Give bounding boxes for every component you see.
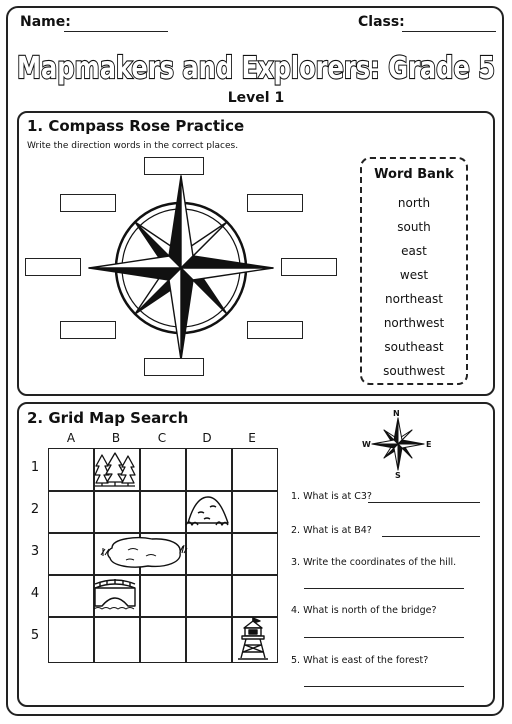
answer-box-northeast[interactable] <box>247 194 303 212</box>
class-label: Class: <box>358 14 405 30</box>
compass-instructions: Write the direction words in the correct places. <box>27 141 239 151</box>
answer-line-3[interactable] <box>304 588 464 589</box>
word-bank-item: east <box>401 244 427 258</box>
column-label: E <box>248 431 256 445</box>
grid-line <box>231 449 233 662</box>
word-bank-item: southwest <box>383 364 445 378</box>
column-label: C <box>157 431 167 445</box>
column-label: D <box>202 431 212 445</box>
mini-compass-s: S <box>395 471 401 480</box>
word-bank-title: Word Bank <box>374 167 454 182</box>
question-2: 2. What is at B4? <box>291 525 372 536</box>
grid-line <box>49 490 277 492</box>
question-1: 1. What is at C3? <box>291 491 372 502</box>
answer-line-2[interactable] <box>382 536 480 537</box>
class-blank-line[interactable] <box>402 31 496 32</box>
tower-icon <box>236 616 270 662</box>
title-text: Mapmakers and Explorers: Grade 5 <box>17 51 495 86</box>
question-3: 3. Write the coordinates of the hill. <box>291 557 457 568</box>
answer-box-southeast[interactable] <box>247 321 303 339</box>
answer-line-5[interactable] <box>304 686 464 687</box>
lake-icon <box>98 534 188 572</box>
answer-line-1[interactable] <box>368 502 480 503</box>
question-5: 5. What is east of the forest? <box>291 655 429 666</box>
answer-box-east[interactable] <box>281 258 337 276</box>
worksheet-title <box>10 40 502 90</box>
row-label: 3 <box>30 544 40 559</box>
grid-line <box>49 574 277 576</box>
word-bank-item: southeast <box>384 340 444 354</box>
row-label: 1 <box>30 460 40 475</box>
answer-box-south[interactable] <box>144 358 204 376</box>
answer-box-north[interactable] <box>144 157 204 175</box>
bridge-icon <box>92 576 138 612</box>
word-bank <box>360 157 468 385</box>
forest-icon <box>94 452 136 488</box>
word-bank-item: northeast <box>385 292 443 306</box>
column-label: A <box>66 431 76 445</box>
mini-compass-w: W <box>362 440 371 449</box>
answer-box-southwest[interactable] <box>60 321 116 339</box>
compass-section-title: 1. Compass Rose Practice <box>27 117 245 135</box>
word-bank-item: west <box>399 268 429 282</box>
question-4: 4. What is north of the bridge? <box>291 605 437 616</box>
word-bank-item: south <box>397 220 431 234</box>
answer-box-northwest[interactable] <box>60 194 116 212</box>
mini-compass-e: E <box>426 440 432 449</box>
level-label: Level 1 <box>227 90 285 106</box>
answer-box-west[interactable] <box>25 258 81 276</box>
grid-map-section-title: 2. Grid Map Search <box>27 409 189 427</box>
mini-compass-n: N <box>393 409 400 418</box>
column-label: B <box>111 431 121 445</box>
word-bank-item: north <box>397 196 431 210</box>
row-label: 2 <box>30 502 40 517</box>
row-label: 4 <box>30 586 40 601</box>
name-blank-line[interactable] <box>64 31 168 32</box>
word-bank-item: northwest <box>383 316 445 330</box>
answer-line-4[interactable] <box>304 637 464 638</box>
name-label: Name: <box>20 14 71 30</box>
hill-icon <box>184 493 230 529</box>
row-label: 5 <box>30 628 40 643</box>
